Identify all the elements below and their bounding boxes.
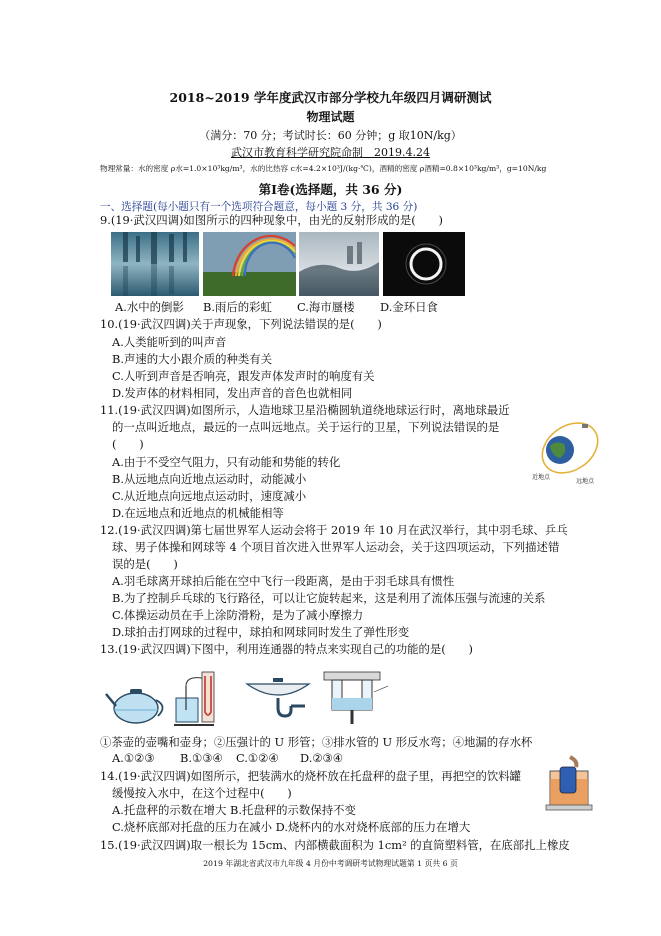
q13-items: ①茶壶的壶嘴和壶身；②压强计的 U 形管；③排水管的 U 形反水弯；④地漏的存水杯 bbox=[100, 735, 533, 749]
q11-option-b: B.从远地点向近地点运动时，动能减小 bbox=[112, 472, 307, 486]
physics-constants: 物理常量：水的密度 ρ水=1.0×10³kg/m³，水的比热容 c水=4.2×10³J/(kg·℃)，酒精的密度 ρ酒精=0.8×10³kg/m³，g=10N/kg bbox=[100, 164, 547, 173]
q13-pressure-gauge-figure bbox=[172, 666, 230, 726]
q9-stem: 9.(19·武汉四调)如图所示的四种现象中，由光的反射形成的是( ) bbox=[100, 213, 443, 227]
q12-option-d: D.球拍击打网球的过程中，球拍和网球同时发生了弹性形变 bbox=[112, 625, 410, 639]
exam-author: 武汉市教育科学研究院命制 2019.4.24 bbox=[231, 146, 430, 159]
q12-stem-line3: 误的是( ) bbox=[112, 557, 178, 571]
q12-option-a: A.羽毛球离开球拍后能在空中飞行一段距离，是由于羽毛球具有惯性 bbox=[112, 574, 455, 588]
q9-image-reflection bbox=[111, 232, 199, 296]
q13-option-b: B.①③④ bbox=[180, 751, 223, 765]
q14-options-ab: A.托盘秤的示数在增大 B.托盘秤的示数保持不变 bbox=[112, 803, 356, 817]
page-footer: 2019 年湖北省武汉市九年级 4 月份中考调研考试物理试题第 1 页共 6 页 bbox=[203, 859, 458, 868]
q11-stem-line2: 的一点叫近地点，最远的一点叫远地点。关于运行的卫星，下列说法错误的是 bbox=[112, 420, 500, 434]
q11-option-d: D.在远地点和近地点的机械能相等 bbox=[112, 506, 284, 520]
q11-option-a: A.由于不受空气阻力，只有动能和势能的转化 bbox=[112, 455, 341, 469]
q11-satellite-orbit-figure bbox=[530, 410, 602, 486]
q13-stem: 13.(19·武汉四调)下图中，利用连通器的特点来实现自己的功能的是( ) bbox=[100, 642, 473, 656]
q9-image-rainbow bbox=[203, 232, 296, 296]
q11-stem-line3: ( ) bbox=[112, 437, 144, 451]
q9-option-c: C.海市蜃楼 bbox=[297, 300, 355, 314]
q14-stem-line2: 缓慢按入水中，在这个过程中( ) bbox=[112, 786, 292, 800]
q10-option-d: D.发声体的材料相同，发出声音的音色也就相同 bbox=[112, 386, 353, 400]
exam-title: 2018~2019 学年度武汉市部分学校九年级四月调研测试 bbox=[169, 90, 492, 105]
q12-stem-line1: 12.(19·武汉四调)第七届世界军人运动会将于 2019 年 10 月在武汉举行，其中羽毛球、乒乓 bbox=[100, 523, 568, 537]
q12-option-c: C.体操运动员在手上涂防滑粉，是为了减小摩擦力 bbox=[112, 608, 364, 622]
q11-option-c: C.从近地点向远地点运动时，速度减小 bbox=[112, 489, 307, 503]
q9-image-annular-eclipse bbox=[383, 232, 465, 296]
q10-option-b: B.声速的大小跟介质的种类有关 bbox=[112, 352, 273, 366]
q9-option-b: B.雨后的彩虹 bbox=[203, 300, 272, 314]
q13-option-c: C.①②④ bbox=[236, 751, 279, 765]
q14-stem-line1: 14.(19·武汉四调)如图所示，把装满水的烧杯放在托盘秤的盘子里，再把空的饮料罐 bbox=[100, 769, 522, 783]
q11-label-apogee: 远地点 bbox=[576, 478, 595, 485]
q14-beaker-figure bbox=[544, 755, 594, 811]
exam-info: （满分：70 分；考试时长：60 分钟；g 取10N/kg） bbox=[199, 129, 462, 142]
q14-options-cd: C.烧杯底部对托盘的压力在减小 D.烧杯内的水对烧杯底部的压力在增大 bbox=[112, 820, 471, 834]
q12-option-b: B.为了控制乒乓球的飞行路径，可以让它旋转起来，这是利用了流体压强与流速的关系 bbox=[112, 591, 546, 605]
q10-stem: 10.(19·武汉四调)关于声现象，下列说法错误的是( ) bbox=[100, 317, 382, 331]
q15-stem: 15.(19·武汉四调)取一根长为 15cm、内部横截面积为 1cm² 的直筒塑料管，在底部扎上橡皮 bbox=[100, 838, 570, 852]
q11-label-perigee: 近地点 bbox=[532, 474, 551, 481]
q11-stem-line1: 11.(19·武汉四调)如图所示，人造地球卫星沿椭圆轨道绕地球运行时，离地球最近 bbox=[100, 403, 510, 417]
q13-floor-drain-figure bbox=[318, 668, 396, 726]
q9-option-d: D.金环日食 bbox=[380, 300, 438, 314]
q12-stem-line2: 球、男子体操和网球等 4 个项目首次进入世界军人运动会，关于这四项运动，下列描述错 bbox=[112, 540, 560, 554]
section-title: 第Ⅰ卷(选择题，共 36 分) bbox=[258, 182, 403, 197]
q10-option-c: C.人听到声音是否响亮，跟发声体发声时的响度有关 bbox=[112, 369, 375, 383]
q13-teapot-figure bbox=[104, 676, 170, 726]
subject-title: 物理试题 bbox=[306, 110, 355, 124]
section-instruction: 一、选择题(每小题只有一个选项符合题意，每小题 3 分，共 36 分) bbox=[100, 201, 418, 213]
q13-drain-trap-figure bbox=[243, 672, 313, 726]
q9-option-a: A.水中的倒影 bbox=[115, 300, 184, 314]
q13-option-a: A.①②③ bbox=[112, 751, 155, 765]
q10-option-a: A.人类能听到的叫声音 bbox=[112, 335, 227, 349]
q9-image-mirage bbox=[299, 232, 379, 296]
q13-option-d: D.②③④ bbox=[300, 751, 343, 765]
